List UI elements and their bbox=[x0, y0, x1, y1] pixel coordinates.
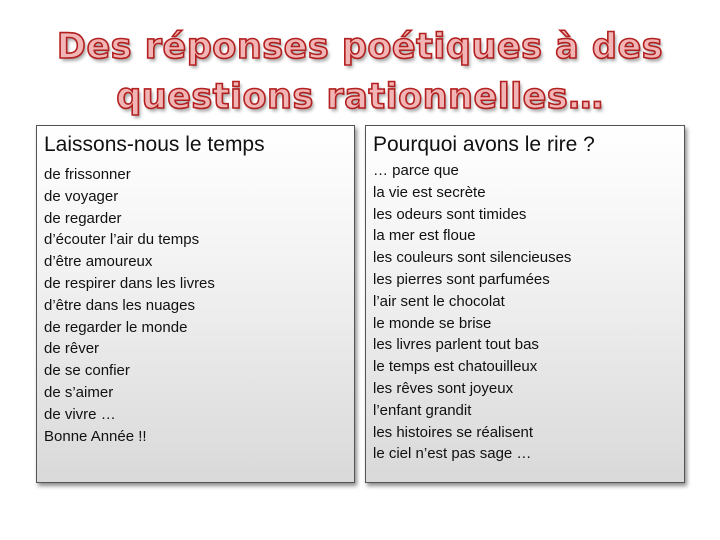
left-box-heading: Laissons-nous le temps bbox=[44, 133, 265, 156]
left-line: de s’aimer bbox=[44, 383, 114, 401]
right-line: les pierres sont parfumées bbox=[373, 270, 550, 288]
left-line: de regarder le monde bbox=[44, 318, 188, 336]
right-line: … parce que bbox=[373, 162, 459, 179]
right-line: la vie est secrète bbox=[373, 183, 486, 201]
left-line: de regarder bbox=[44, 209, 122, 227]
title-line-1: Des réponses poétiques à des bbox=[56, 27, 664, 67]
left-line: de voyager bbox=[44, 187, 119, 205]
right-line: les rêves sont joyeux bbox=[373, 379, 514, 397]
left-line: de frissonner bbox=[44, 166, 131, 183]
right-line: le temps est chatouilleux bbox=[373, 358, 538, 376]
left-line: de se confier bbox=[44, 362, 130, 380]
right-line: les histoires se réalisent bbox=[373, 423, 534, 441]
left-line: d’être dans les nuages bbox=[44, 296, 195, 314]
left-line: de respirer dans les livres bbox=[44, 274, 215, 292]
right-line: l’enfant grandit bbox=[373, 401, 472, 419]
right-line: le monde se brise bbox=[373, 314, 492, 332]
left-line: de rêver bbox=[44, 340, 100, 358]
left-line: de vivre … bbox=[44, 405, 116, 423]
left-box-lines bbox=[44, 164, 346, 447]
page-title bbox=[0, 22, 720, 122]
right-line: les livres parlent tout bas bbox=[373, 336, 539, 354]
right-box-lines bbox=[373, 160, 676, 465]
left-line: d’être amoureux bbox=[44, 253, 153, 271]
right-line: les couleurs sont silencieuses bbox=[373, 249, 572, 267]
left-line: d’écouter l’air du temps bbox=[44, 231, 200, 249]
right-box-heading: Pourquoi avons le rire ? bbox=[373, 133, 595, 156]
right-line: les odeurs sont timides bbox=[373, 205, 527, 223]
left-line: Bonne Année !! bbox=[44, 427, 147, 445]
right-line: la mer est floue bbox=[373, 227, 476, 245]
right-line: l’air sent le chocolat bbox=[373, 292, 505, 310]
right-line: le ciel n’est pas sage … bbox=[373, 445, 532, 463]
right-text-box bbox=[365, 125, 685, 483]
title-line-2: questions rationnelles… bbox=[116, 77, 604, 117]
left-text-box bbox=[36, 125, 355, 483]
